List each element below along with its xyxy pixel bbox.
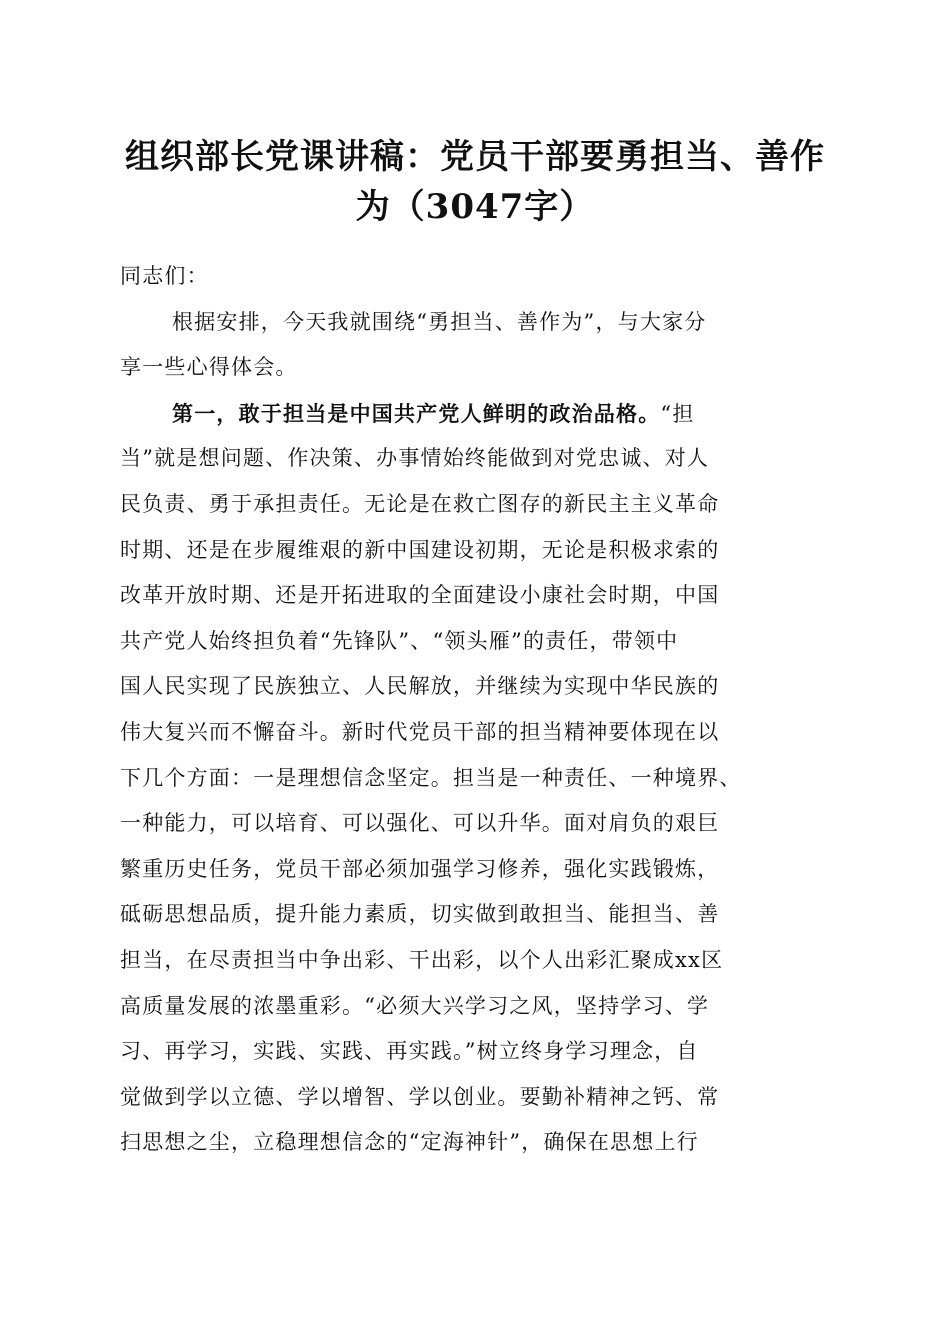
para2-line: 砥砺思想品质，提升能力素质，切实做到敢担当、能担当、善 xyxy=(120,902,720,927)
para2-line: 高质量发展的浓墨重彩。“必须大兴学习之风，坚持学习、学 xyxy=(120,993,710,1018)
para2-line: 下几个方面：一是理想信念坚定。担当是一种责任、一种境界、 xyxy=(120,765,742,790)
para2-line: 扫思想之尘，立稳理想信念的“定海神针”，确保在思想上行 xyxy=(120,1130,699,1155)
para1-line-2: 享一些心得体会。 xyxy=(120,355,298,380)
para2-line: 国人民实现了民族独立、人民解放，并继续为实现中华民族的 xyxy=(120,674,720,699)
para2-line-1 xyxy=(120,391,840,437)
para2-line: 一种能力，可以培育、可以强化、可以升华。面对肩负的艰巨 xyxy=(120,811,720,836)
document-body xyxy=(120,254,840,1166)
para2-heading: 第一，敢于担当是中国共产党人鲜明的政治品格。 xyxy=(172,400,661,426)
para1-line-1: 根据安排，今天我就围绕“勇担当、善作为”，与大家分 xyxy=(172,309,707,334)
title-line-1: 组织部长党课讲稿：党员干部要勇担当、善作 xyxy=(125,137,825,177)
para2-line: 时期、还是在步履维艰的新中国建设初期，无论是积极求索的 xyxy=(120,537,720,562)
para2-line: 伟大复兴而不懈奋斗。新时代党员干部的担当精神要体现在以 xyxy=(120,719,720,744)
para2-line: 担当，在尽责担当中争出彩、干出彩，以个人出彩汇聚成xx区 xyxy=(120,947,724,972)
para2-line: 觉做到学以立德、学以增智、学以创业。要勤补精神之钙、常 xyxy=(120,1084,720,1109)
para2-heading-rest: “担 xyxy=(660,401,695,426)
para2-line: 当”就是想问题、作决策、办事情始终能做到对党忠诚、对人 xyxy=(120,446,710,471)
para2-line: 习、再学习，实践、实践、再实践。”树立终身学习理念，自 xyxy=(120,1039,699,1064)
title-line-2: 为（3047字） xyxy=(355,187,595,227)
document-title xyxy=(110,132,840,232)
para2-line: 繁重历史任务，党员干部必须加强学习修养，强化实践锻炼， xyxy=(120,856,720,881)
para2-line: 共产党人始终担负着“先锋队”、“领头雁”的责任，带领中 xyxy=(120,628,679,653)
para2-line: 改革开放时期、还是开拓进取的全面建设小康社会时期，中国 xyxy=(120,583,720,608)
salutation: 同志们： xyxy=(120,264,209,288)
para2-line: 民负责、勇于承担责任。无论是在救亡图存的新民主主义革命 xyxy=(120,491,720,516)
